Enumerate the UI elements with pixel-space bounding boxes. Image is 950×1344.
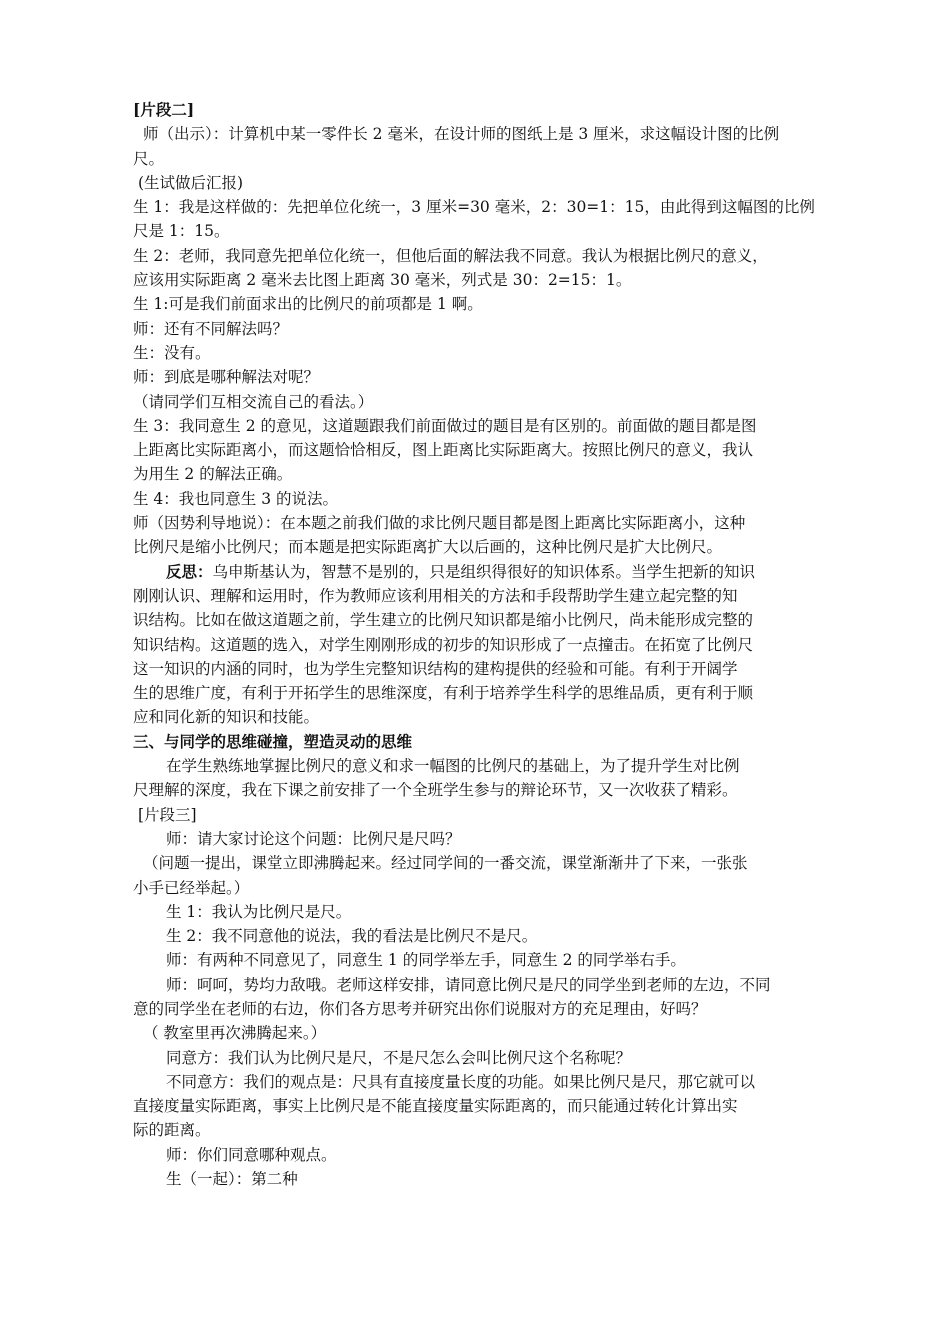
teacher-problem-line-2: 尺。 (133, 149, 165, 168)
class-reaction-line-2: 小手已经举起。） (133, 878, 250, 897)
document-page (133, 98, 815, 1191)
students-try-note: (生试做后汇报) (138, 173, 244, 192)
class-reaction-line-1: （问题一提出，课堂立即沸腾起来。经过同学间的一番交流，课堂渐渐井了下来，一张张 (143, 854, 748, 873)
student3-answer-line-3: 为用生 2 的解法正确。 (133, 465, 293, 484)
disagree-side-line-1: 不同意方：我们的观点是：尺具有直接度量长度的功能。如果比例尺是尺，那它就可以 (166, 1072, 756, 1091)
reflection-line-6: 生的思维广度，有利于开拓学生的思维深度，有利于培养学生科学的思维品质，更有利于顺 (133, 684, 754, 703)
reflection-label: 反思： (166, 561, 213, 581)
reflection-text-1: 乌申斯基认为，智慧不是别的，只是组织得很好的知识体系。当学生把新的知识 (212, 562, 756, 581)
agree-side-statement: 同意方：我们认为比例尺是尺，不是尺怎么会叫比例尺这个名称呢？ (166, 1048, 632, 1067)
reflection-line-4: 知识结构。这道题的选入，对学生刚刚形成的初步的知识形成了一点撞击。在拓宽了比例尺 (133, 635, 754, 654)
reflection-line-5: 这一知识的内涵的同时，也为学生完整知识结构的建构提供的经验和可能。有利于开阔学 (133, 659, 738, 678)
segment-two-heading: [片段二] (133, 100, 195, 119)
student3-answer-line-1: 生 3：我同意生 2 的意见，这道题跟我们前面做过的题目是有区别的。前面做的题目都是图 (133, 416, 757, 435)
teacher-summary-line-2: 比例尺是缩小比例尺；而本题是把实际距离扩大以后画的，这种比例尺是扩大比例尺。 (133, 538, 723, 557)
student3-answer-line-2: 上距离比实际距离小，而这题恰恰相反，图上距离比实际距离大。按照比例尺的意义，我认 (133, 441, 754, 460)
classroom-note: （ 教室里再次沸腾起来。） (143, 1024, 327, 1043)
reflection-line-7: 应和同化新的知识和技能。 (133, 708, 320, 727)
student1-answer-line-2: 尺是 1：15。 (133, 222, 230, 241)
student2-answer-line-1: 生 2：老师，我同意先把单位化统一，但他后面的解法我不同意。我认为根据比例尺的意义， (133, 246, 768, 265)
student1-answer-line-1: 生 1：我是这样做的：先把单位化统一，3 厘米=30 毫米，2：30=1：15，由此得到这幅图的比例 (133, 198, 815, 217)
student1-reply: 生 1:可是我们前面求出的比例尺的前项都是 1 啊。 (133, 295, 483, 314)
segment-three-heading: [片段三] (138, 805, 197, 824)
section3-intro-line-1: 在学生熟练地掌握比例尺的意义和求一幅图的比例尺的基础上，为了提升学生对比例 (166, 757, 740, 776)
reflection-line-3: 识结构。比如在做这道题之前，学生建立的比例尺知识都是缩小比例尺，尚未能形成完整的 (133, 611, 754, 630)
students-final-answer: 生（一起）：第二种 (166, 1170, 298, 1189)
discussion-note: （请同学们互相交流自己的看法。） (133, 392, 374, 411)
teacher-vote: 师：有两种不同意见了，同意生 1 的同学举左手，同意生 2 的同学举右手。 (166, 951, 686, 970)
teacher-arrangement-line-2: 意的同学坐在老师的右边，你们各方思考并研究出你们说服对方的充足理由，好吗？ (133, 999, 707, 1018)
student-no: 生：没有。 (133, 343, 211, 362)
student2-opinion: 生 2：我不同意他的说法，我的看法是比例尺不是尺。 (166, 927, 538, 946)
teacher-question-which: 师：到底是哪种解法对呢？ (133, 368, 320, 387)
student2-answer-line-2: 应该用实际距离 2 毫米去比图上距离 30 毫米，列式是 30：2=15：1。 (133, 271, 632, 290)
disagree-side-line-2: 直接度量实际距离，事实上比例尺是不能直接度量实际距离的，而只能通过转化计算出实 (133, 1097, 738, 1116)
reflection-line-2: 刚刚认识、理解和运用时，作为教师应该利用相关的方法和手段帮助学生建立起完整的知 (133, 586, 738, 605)
teacher-question-other: 师：还有不同解法吗？ (133, 319, 289, 338)
section-three-heading: 三、与同学的思维碰撞，塑造灵动的思维 (133, 731, 413, 751)
disagree-side-line-3: 际的距离。 (133, 1121, 211, 1140)
student4-answer: 生 4：我也同意生 3 的说法。 (133, 489, 339, 508)
reflection-line-1 (133, 560, 793, 584)
teacher-summary-line-1: 师（因势利导地说）：在本题之前我们做的求比例尺题目都是图上距离比实际距离小，这种 (133, 514, 746, 533)
teacher-problem-line-1: 师（出示）：计算机中某一零件长 2 毫米，在设计师的图纸上是 3 厘米，求这幅设计图的比例 (143, 125, 780, 144)
teacher-final-question: 师：你们同意哪种观点。 (166, 1145, 337, 1164)
section3-intro-line-2: 尺理解的深度，我在下课之前安排了一个全班学生参与的辩论环节，又一次收获了精彩。 (133, 781, 738, 800)
student1-opinion: 生 1：我认为比例尺是尺。 (166, 902, 352, 921)
teacher-arrangement-line-1: 师：呵呵，势均力敌哦。老师这样安排，请同意比例尺是尺的同学坐到老师的左边，不同 (166, 975, 771, 994)
teacher-discussion-question: 师：请大家讨论这个问题：比例尺是尺吗？ (166, 829, 461, 848)
